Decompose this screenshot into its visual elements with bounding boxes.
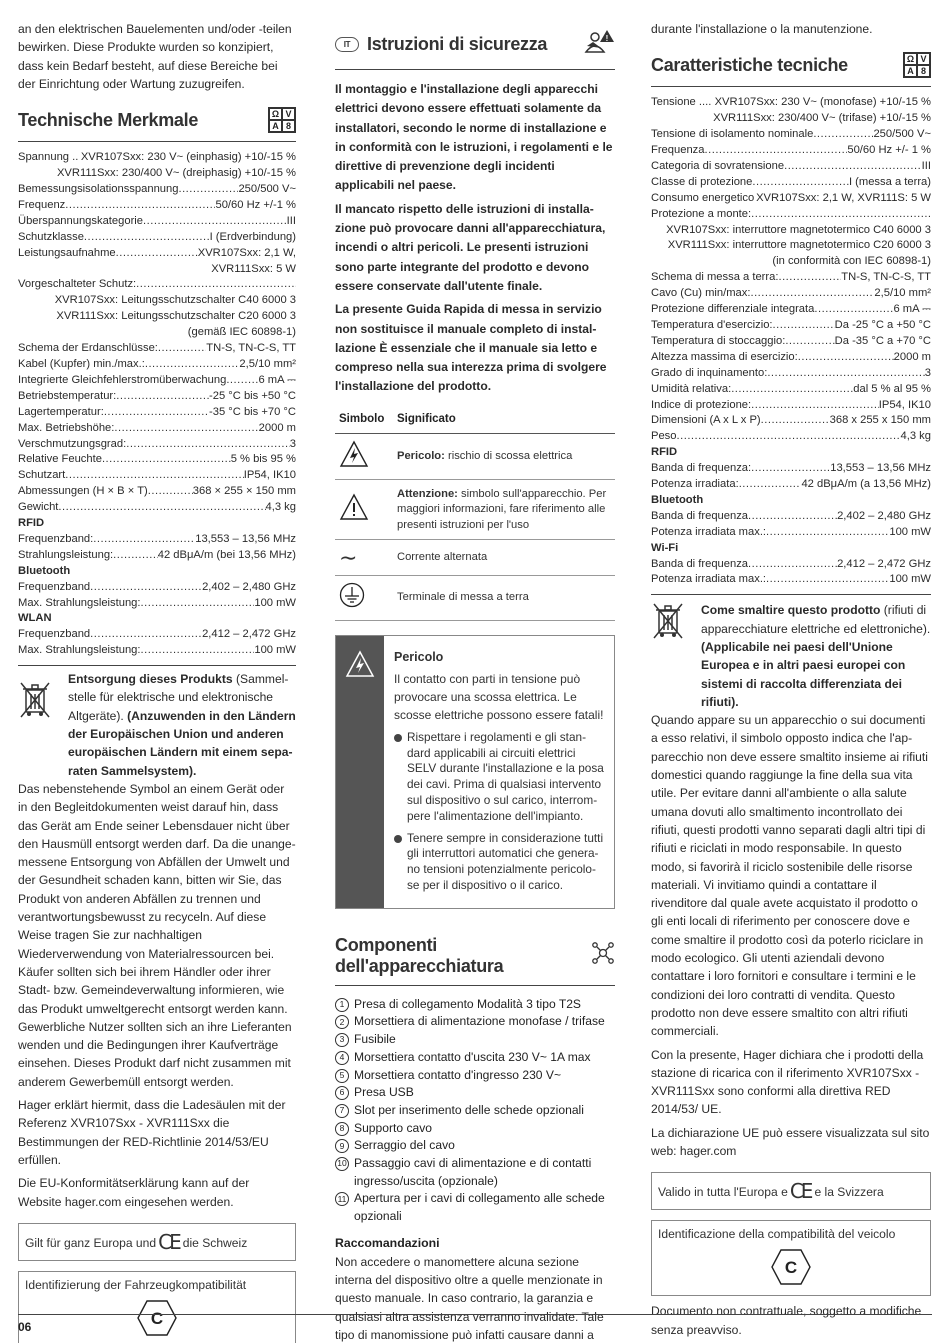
- table-row: Pericolo: rischio di scossa elettrica: [335, 433, 615, 480]
- language-badge: IT: [335, 37, 359, 52]
- omega-volt-icon: Ω V A 8: [268, 107, 296, 133]
- table-row: Terminale di messa a terra: [335, 576, 615, 621]
- list-item-label: Morsettiera contatto d'ingresso 230 V~: [354, 1067, 562, 1082]
- symbol-table: Simbolo Significato Pericolo: rischio di scossa elettrica Attenzione: simbolo sull'apparecchio. Per maggiori informazioni, fare riferimento alle presenti istruzioni per l'uso ∼ Corrente alternata Terminale di messa a terra: [335, 407, 615, 621]
- weee-title-de: Entsorgung dieses Produkts: [68, 672, 233, 687]
- danger-title: Pericolo: [394, 649, 444, 664]
- svg-text:!: !: [605, 34, 609, 43]
- safety-paragraph-1: Il montaggio e l'installazione degli apparecchi elettrici devono essere effettuati solamente da installatori, secondo le norme di installazione e in conformità con le istruzioni, i regolamenti e le direttive di prevenzione degli incidenti applicabili nel paese.: [335, 82, 613, 193]
- list-item: [335, 1013, 615, 1031]
- italian-tech-column: [651, 20, 931, 1339]
- europe-validity-de: Gilt für ganz Europa und CE die Schweiz: [18, 1223, 296, 1261]
- eu-declaration-it: La dichiarazione UE può essere visualizzata sul sito web: hager.com: [651, 1125, 930, 1158]
- item-number-badge: 2: [335, 1015, 349, 1029]
- safety-paragraph-2: Il mancato rispetto delle istruzioni di installazione può provocare danni all'apparecchiatura, incendi o altri pericoli. Le presenti istruzioni sono parte integrante del prodotto e devono essere conservate dall'utente finale.: [335, 201, 606, 293]
- list-item: [335, 996, 615, 1014]
- list-item-label: Slot per inserimento delle schede opzionali: [354, 1102, 584, 1117]
- item-number-badge: 9: [335, 1139, 349, 1153]
- item-number-badge: 6: [335, 1086, 349, 1100]
- weee-bin-icon: [18, 670, 60, 780]
- weee-section-it: Come smaltire questo prodotto (rifiuti di apparecchiature elettriche ed elettroniche). (Applicabile nei paesi dell'Unione Europea e in altri paesi europei con sistemi di raccolta differenziata dei rifiuti). Quando appare su un apparecchio o sui documenti a esso relativi, il simbolo opposto indica che l'apparecchio non deve essere smaltito insieme ai rifiuti domestici quando raggiunge la fine della sua vita utile. Per evitare danni all'ambiente o alla salute umana dovuti allo smaltimento incontrollato dei rifiuti, questi prodotti vanno separati dagli altri tipi di rifiuti e riciclati in modo responsabile. In questo modo, si favorirà il riciclo sostenibile delle risorse materiali. Vi invitiamo quindi a contattare il rivenditore dal quale avete acquistato il prodotto o gli enti locali di riferimento per conoscere dove e come smaltire il prodotto così da poterlo riciclare in modo ecologico. Gli utenti aziendali devono contattare i loro fornitori e consultare i termini e le condizioni dei loro contratti di vendita. Questo prodotto non deve essere smaltito con altri rifiuti commerciali. Con la presente, Hager dichiara che i prodotti della stazione di ricarica con il riferimento XVR107Sxx - XVR111Sxx sono conformi alla direttiva RED 2014/53/ UE. La dichiarazione UE può essere visualizzata sul sito web: hager.com: [651, 594, 931, 1160]
- electric-shock-icon: [335, 433, 393, 480]
- omega-volt-icon: Ω V A 8: [903, 52, 931, 78]
- list-item: [335, 1067, 615, 1085]
- ground-terminal-icon: [335, 576, 393, 621]
- continuation-text: durante l'installazione o la manutenzione.: [651, 22, 873, 36]
- list-item: [335, 1084, 615, 1102]
- svg-text:C: C: [784, 1258, 798, 1278]
- item-number-badge: 5: [335, 1069, 349, 1083]
- safety-heading: [335, 28, 615, 61]
- danger-text: Il contatto con parti in tensione può provocare una scossa elettrica. Le scosse elettriche possono essere fatali!: [394, 671, 604, 722]
- item-number-badge: 11: [335, 1192, 349, 1206]
- ce-mark-icon: CE: [158, 1229, 179, 1254]
- list-item: [335, 1155, 615, 1190]
- item-number-badge: 4: [335, 1051, 349, 1065]
- list-item-label: Presa USB: [354, 1085, 414, 1100]
- compat-hexagon-icon: [25, 1300, 289, 1336]
- components-network-icon: [591, 941, 615, 970]
- components-title: Componenti dell'apparecchiatura: [335, 934, 504, 976]
- page-number: 06: [18, 1320, 32, 1334]
- intro-paragraph: an den elektrischen Bauelementen und/oder -teilen bewirken. Diese Produkte wurden so konzipiert, dass kein Bedarf besteht, auf diese Bereiche bei der Einrichtung oder Wartung zuzugreifen.: [18, 22, 292, 91]
- safety-title: Istruzioni di sicurezza: [367, 34, 548, 54]
- danger-shock-icon: [336, 636, 384, 908]
- installer-warning-icon: [583, 28, 615, 61]
- list-item: [335, 1120, 615, 1138]
- list-item-label: Morsettiera di alimentazione monofase / trifase: [354, 1014, 605, 1029]
- item-number-badge: 10: [335, 1157, 349, 1171]
- tech-features-heading: [18, 107, 296, 142]
- list-item: [335, 1137, 615, 1155]
- safety-paragraph-3: La presente Guida Rapida di messa in servizio non sostituisce il manuale completo di installazione È essenziale che il manuale sia letto e compreso nella sua interezza prima di svolgere l'installazione del prodotto.: [335, 302, 607, 394]
- list-item-label: Presa di collegamento Modalità 3 tipo T2S: [354, 996, 581, 1011]
- italian-safety-column: [335, 20, 615, 1343]
- item-number-badge: 7: [335, 1104, 349, 1118]
- weee-title-it: Come smaltire questo prodotto: [701, 603, 881, 618]
- weee-text-it: Quando appare su un apparecchio o sui documenti a esso relativi, il simbolo opposto indica che l'apparecchio non deve essere smaltito insieme ai rifiuti domestici quando raggiunge la fine della sua vita utile. Per evitare danni all'ambiente o alla salute umana dovuti allo smaltimento incontrollato dei rifiuti, questi prodotti vanno separati dagli altri tipi di rifiuti e riciclati in modo responsabile. In questo modo, si favorirà il riciclo sostenibile delle risorse materiali. Vi invitiamo quindi a contattare il rivenditore dal quale avete acquistato il prodotto o gli enti locali di riferimento per conoscere dove e come smaltire il prodotto così da poterlo riciclare in modo ecologico. Gli utenti aziendali devono contattare i loro fornitori e consultare i termini e le condizioni dei loro contratti di vendita. Questo prodotto non deve essere smaltito con altri rifiuti commerciali.: [651, 713, 928, 1039]
- ce-mark-icon: CE: [789, 1179, 811, 1204]
- red-declaration-it: Con la presente, Hager dichiara che i prodotti della stazione di ricarica con il riferimento XVR107Sxx - XVR111Sxx sono conformi alla direttiva RED 2014/53/ UE.: [651, 1047, 924, 1117]
- table-row: ∼ Corrente alternata: [335, 540, 615, 576]
- list-item-label: Supporto cavo: [354, 1120, 432, 1135]
- table-row: Attenzione: simbolo sull'apparecchio. Per maggiori informazioni, fare riferimento alle presenti istruzioni per l'uso: [335, 480, 615, 540]
- recommendations-title: Raccomandazioni: [335, 1235, 440, 1250]
- alternating-current-icon: ∼: [335, 540, 393, 576]
- list-item: [335, 1190, 615, 1225]
- list-item: [335, 1049, 615, 1067]
- list-item-label: Morsettiera contatto d'uscita 230 V~ 1A max: [354, 1049, 591, 1064]
- europe-validity-it: Valido in tutta l'Europa e CE e la Svizzera: [651, 1172, 931, 1210]
- item-number-badge: 8: [335, 1122, 349, 1136]
- vehicle-compat-de: Identifizierung der Fahrzeugkompatibilität C: [18, 1271, 296, 1343]
- tech-features-title: Technische Merkmale: [18, 109, 199, 130]
- red-declaration-de: Hager erklärt hiermit, dass die Ladesäulen mit der Referenz XVR107Sxx - XVR111Sxx die Bestimmungen der RED-Richtlinie 2014/53/EU erfüllen.: [18, 1098, 286, 1167]
- spec-list-it: Tensione .... XVR107Sxx: 230 V~ (monofase) +10/-15 % XVR111Sxx: 230/400 V~ (trifase) +10/-15 % Tensione di isolamento nominale ..... 250/500 V~ Frequenza ..... 50/60 Hz +/- 1 % Categoria di sovratensione ..... III Classe di protezione ..... I (messa a terra) Consumo energetico XVR107Sxx: 2,1 W, XVR111S: 5 W Protezione a monte: ..... XVR107Sxx: interruttore magnetotermico C40 6000 3 XVR111Sxx: interruttore magnetotermico C20 6000 3 (in conformità con IEC 60898-1) Schema di messa a terra: ..... TN-S, TN-C-S, TT Cavo (Cu) min/max: ..... 2,5/10 mm² Protezione differenziale integrata ..... 6 mA ⎓ Temperatura d'esercizio: ..... Da -25 °C a +50 °C Temperatura di stoccaggio: ..... Da -35 °C a +70 °C Altezza massima di esercizio: ..... 2000 m Grado di inquinamento: ..... 3 Umidità relativa: ..... dal 5 % al 95 % Indice di protezione: ..... IP54, IK10 Dimensioni (A x L x P) ..... 368 x 255 x 150 mm Peso ..... 4,3 kg RFID Banda di frequenza: ..... 13,553 – 13,56 MHz Potenza irradiata: ..... 42 dBμA/m (a 13,56 MHz) Bluetooth Banda di frequenza ..... 2,402 – 2,480 GHz Potenza irradiata max.: ..... 100 mW Wi-Fi Banda di frequenza ..... 2,412 – 2,472 GHz Potenza irradiata max.: ..... 100 mW: [651, 95, 931, 588]
- components-list: [335, 996, 615, 1226]
- list-item-label: Passaggio cavi di alimentazione e di contatti ingresso/uscita (opzionale): [354, 1156, 592, 1188]
- weee-section-de: Entsorgung dieses Produkts (Sammelstelle für elektrische und elektronische Altgeräte). (Anzuwenden in den Ländern der Europäischen Union und anderen europäischen Ländern mit einem separaten Sammelsystem). Das nebenstehende Symbol an einem Gerät oder in den Begleitdokumenten weist darauf hin, dass das Gerät am Ende seiner Lebensdauer nicht über den Hausmüll entsorgt werden darf. Da die unangemessene Entsorgung von Abfällen der Umwelt und der Gesundheit schaden kann, bitten wir Sie, das Produkt von anderen Abfällen zu trennen und verantwortungsbewusst zu recyceln. Auf diese Weise tragen Sie zur nachhaltigen Wiederverwendung von Materialressourcen bei. Käufer sollten sich bei ihrem Händler oder ihrer Stadt- bzw. Gemeindeverwaltung informieren, wie das Produkt umweltgerecht entsorgt werden kann. Gewerbliche Nutzer sollten sich an ihre Lieferanten wenden und die Bedingungen ihrer Kaufverträge einsehen. Dieses Produkt darf nicht zusammen mit anderem Gewerbemüll entsorgt werden. Hager erklärt hiermit, dass die Ladesäulen mit der Referenz XVR107Sxx - XVR111Sxx die Bestimmungen der RED-Richtlinie 2014/53/EU erfüllen. Die EU-Konformitätserklärung kann auf der Website hager.com eingesehen werden.: [18, 665, 296, 1211]
- item-number-badge: 1: [335, 998, 349, 1012]
- spec-list: Spannung .. XVR107Sxx: 230 V~ (einphasig) +10/-15 % XVR111Sxx: 230/400 V~ (dreiphasig) +10/-15 % Bemessungsisolationsspannung ..... 250/500 V~ Frequenz ..... 50/60 Hz +/-1 % Überspannungskategorie ..... III Schutzklasse ..... I (Erdverbindung) Leistungsaufnahme ..... XVR107Sxx: 2,1 W, XVR111Sxx: 5 W Vorgeschalteter Schutz: ..... XVR107Sxx: Leitungsschutzschalter C40 6000 3 XVR111Sxx: Leitungsschutzschalter C20 6000 3 (gemäß IEC 60898-1) Schema der Erdanschlüsse: ..... TN-S, TN-C-S, TT Kabel (Kupfer) min./max.: ..... 2,5/10 mm² Integrierte Gleichfehlerstromüberwachung ..... 6 mA ⎓ Betriebstemperatur: ..... -25 °C bis +50 °C Lagertemperatur: ..... -35 °C bis +70 °C Max. Betriebshöhe: ..... 2000 m Verschmutzungsgrad: ..... 3 Relative Feuchte ..... 5 % bis 95 % Schutzart ..... IP54, IK10 Abmessungen (H × B × T) ..... 368 × 255 × 150 mm Gewicht ..... 4,3 kg RFID Frequenzband: ..... 13,553 – 13,56 MHz Strahlungsleistung: ..... 42 dBμA/m (bei 13,56 MHz) Bluetooth Frequenzband ..... 2,402 – 2,480 GHz Max. Strahlungsleistung: ..... 100 mW WLAN Frequenzband ..... 2,412 – 2,472 GHz Max. Strahlungsleistung: ..... 100 mW: [18, 150, 296, 659]
- item-number-badge: 3: [335, 1033, 349, 1047]
- list-item-label: Apertura per i cavi di collegamento alle schede opzionali: [354, 1191, 605, 1224]
- tech-characteristics-title: Caratteristiche tecniche: [651, 54, 848, 75]
- bottom-divider: [18, 1314, 932, 1315]
- weee-bin-icon: [651, 601, 693, 711]
- disclaimer-it: Documento non contrattuale, soggetto a modifiche senza preavviso.: [651, 1304, 922, 1337]
- list-item: [335, 1102, 615, 1120]
- eu-declaration-de: Die EU-Konformitätserklärung kann auf der Website hager.com eingesehen werden.: [18, 1176, 250, 1209]
- compat-hexagon-icon: [658, 1249, 924, 1285]
- german-column: [18, 20, 296, 1343]
- weee-text-de: Das nebenstehende Symbol an einem Gerät oder in den Begleitdokumenten weist darauf hin, dass das Gerät am Ende seiner Lebensdauer nicht über den Hausmüll entsorgt werden darf. Da die unangemessene Entsorgung von Abfällen der Umwelt und der Gesundheit schaden kann, bitten wir Sie, das Produkt von anderen Abfällen zu trennen und verantwortungsbewusst zu recyceln. Auf diese Weise tragen Sie zur nachhaltigen Wiederverwendung von Materialressourcen bei. Käufer sollten sich bei ihrem Händler oder ihrer Stadt- bzw. Gemeindeverwaltung informieren, wie das Produkt umweltgerecht entsorgt werden kann. Gewerbliche Nutzer sollten sich an ihre Lieferanten wenden und die Bedingungen ihrer Kaufverträge einsehen. Dieses Produkt darf nicht zusammen mit anderem Gewerbemüll entsorgt werden.: [18, 781, 296, 1089]
- list-item-label: Serraggio del cavo: [354, 1138, 455, 1153]
- danger-box: Pericolo Il contatto con parti in tensione può provocare una scossa elettrica. Le scosse elettriche possono essere fatali! Rispettare i regolamenti e gli standard applicabili ai circuiti elettrici SELV durante l'installazione e la posa dei cavi. Prima di qualsiasi intervento sul dispositivo o sul carico, interrompere l'alimentazione dell'impianto. Tenere sempre in considerazione tutti gli interruttori automatici che generano tensioni potenzialmente pericolose per il dispositivo o il carico.: [335, 635, 615, 909]
- tech-characteristics-heading: [651, 52, 931, 87]
- list-item: [335, 1031, 615, 1049]
- vehicle-compat-it: Identificazione della compatibilità del veicolo C: [651, 1220, 931, 1296]
- recommendations-text: Non accedere o manomettere alcuna sezione interna del dispositivo oltre a quelle menzionate in questo manuale. In caso contrario, la garanzia e qualsiasi altra assistenza verranno invalidate. Tale tipo di manomissione può infatti causare danni a: [335, 1254, 604, 1343]
- svg-text:C: C: [150, 1308, 164, 1328]
- components-heading: [335, 935, 615, 986]
- warning-icon: [335, 480, 393, 540]
- list-item-label: Fusibile: [354, 1032, 396, 1047]
